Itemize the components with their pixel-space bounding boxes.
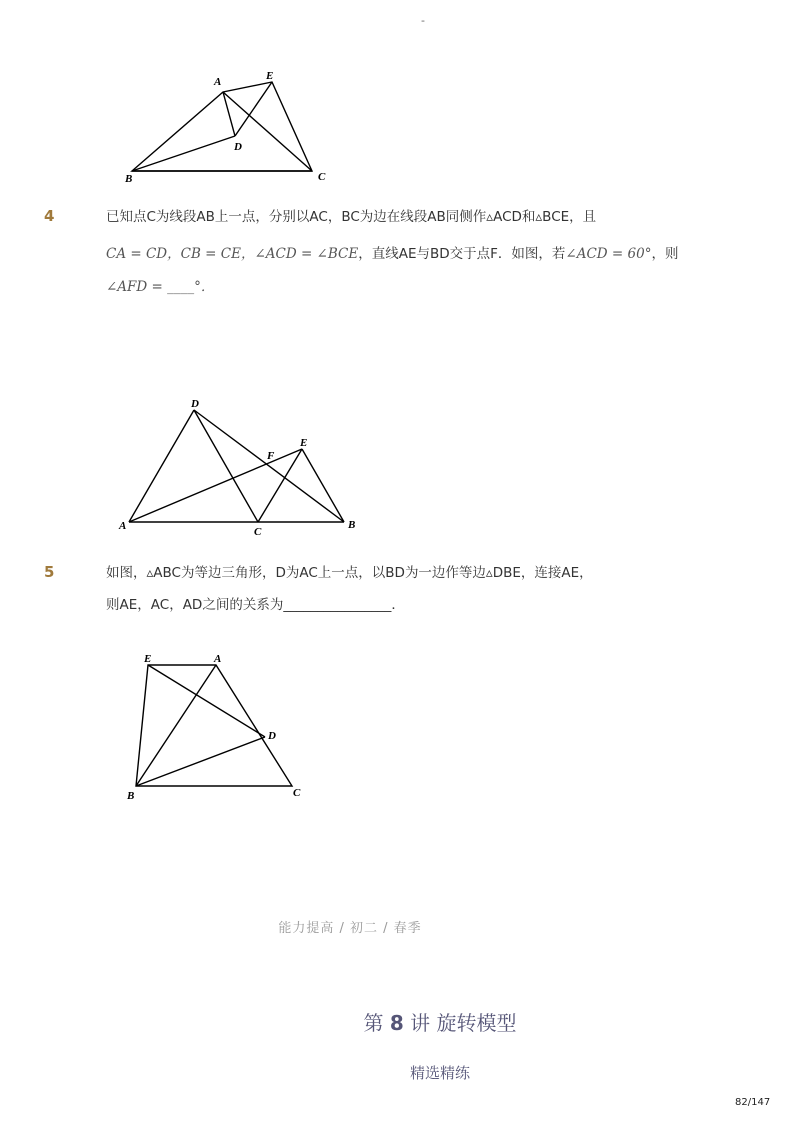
figure-1-diagram xyxy=(110,60,350,190)
question-4-line-2 xyxy=(106,244,678,264)
fig2-segment-ae xyxy=(129,449,302,522)
lecture-title xyxy=(0,1007,800,1036)
question-4-number: 4 xyxy=(44,207,55,225)
figure-3-diagram xyxy=(120,645,320,805)
section-title: 精选精练 xyxy=(409,1064,470,1082)
fig1-segment-ac xyxy=(223,92,312,171)
fig1-outline xyxy=(132,82,312,171)
fig1-label-c: C xyxy=(318,171,326,183)
question-5-line-1: 如图，▵ABC为等边三角形，D为AC上一点，以BD为一边作等边▵DBE，连接AE， xyxy=(106,565,593,581)
header-mark: - xyxy=(421,14,425,27)
fig2-segment-db xyxy=(194,410,344,522)
question-5-number: 5 xyxy=(44,563,55,581)
lecture-suffix: 讲 旋转模型 xyxy=(410,1011,517,1035)
q4-answer-blank: ∠AFD = ____°． xyxy=(106,279,215,295)
question-4-line-3 xyxy=(106,277,214,297)
fig3-label-a: A xyxy=(214,653,222,665)
figure-2-diagram xyxy=(115,395,365,545)
fig3-segment-ba xyxy=(136,665,216,786)
fig1-label-e: E xyxy=(266,70,274,82)
q4-condition-math: CA = CD，CB = CE，∠ACD = ∠BCE xyxy=(106,246,359,262)
fig1-segment-bd xyxy=(132,136,235,171)
q4-line-2-text: ，直线AE与BD交于点F．如图，若 xyxy=(358,246,566,262)
fig3-label-b: B xyxy=(127,790,135,802)
fig3-outline xyxy=(136,665,292,786)
question-5-line-2: 则AE，AC，AD之间的关系为________________． xyxy=(106,597,405,613)
fig1-label-a: A xyxy=(214,76,222,88)
fig3-segment-bd xyxy=(136,737,265,786)
fig2-segment-eb xyxy=(302,449,344,522)
fig3-label-e: E xyxy=(144,653,152,665)
question-4-line-1: 已知点C为线段AB上一点，分别以AC，BC为边在线段AB同侧作▵ACD和▵BCE，且 xyxy=(106,209,597,225)
fig2-label-f: F xyxy=(267,450,275,462)
fig1-label-d: D xyxy=(234,141,242,153)
fig2-label-e: E xyxy=(300,437,308,449)
page-number: 82/147 xyxy=(735,1097,771,1108)
fig1-segment-ad xyxy=(223,92,235,136)
lecture-number: 8 xyxy=(389,1011,404,1035)
lecture-prefix: 第 xyxy=(363,1011,384,1035)
fig2-label-d: D xyxy=(191,398,199,410)
fig2-label-b: B xyxy=(348,519,356,531)
fig1-segment-de xyxy=(235,82,272,136)
fig2-label-a: A xyxy=(119,520,127,532)
fig2-segment-ad xyxy=(129,410,194,522)
q4-line-2-tail: ，则 xyxy=(651,246,679,262)
q4-angle-math: ∠ACD = 60° xyxy=(565,246,652,262)
fig3-label-c: C xyxy=(293,787,301,799)
fig2-segment-dc xyxy=(194,410,258,522)
fig3-label-d: D xyxy=(268,730,276,742)
fig3-segment-ed xyxy=(148,665,265,737)
footer-subtitle: 能力提高 / 初二 / 春季 xyxy=(278,921,422,936)
fig2-label-c: C xyxy=(254,526,262,538)
fig1-label-b: B xyxy=(125,173,133,185)
